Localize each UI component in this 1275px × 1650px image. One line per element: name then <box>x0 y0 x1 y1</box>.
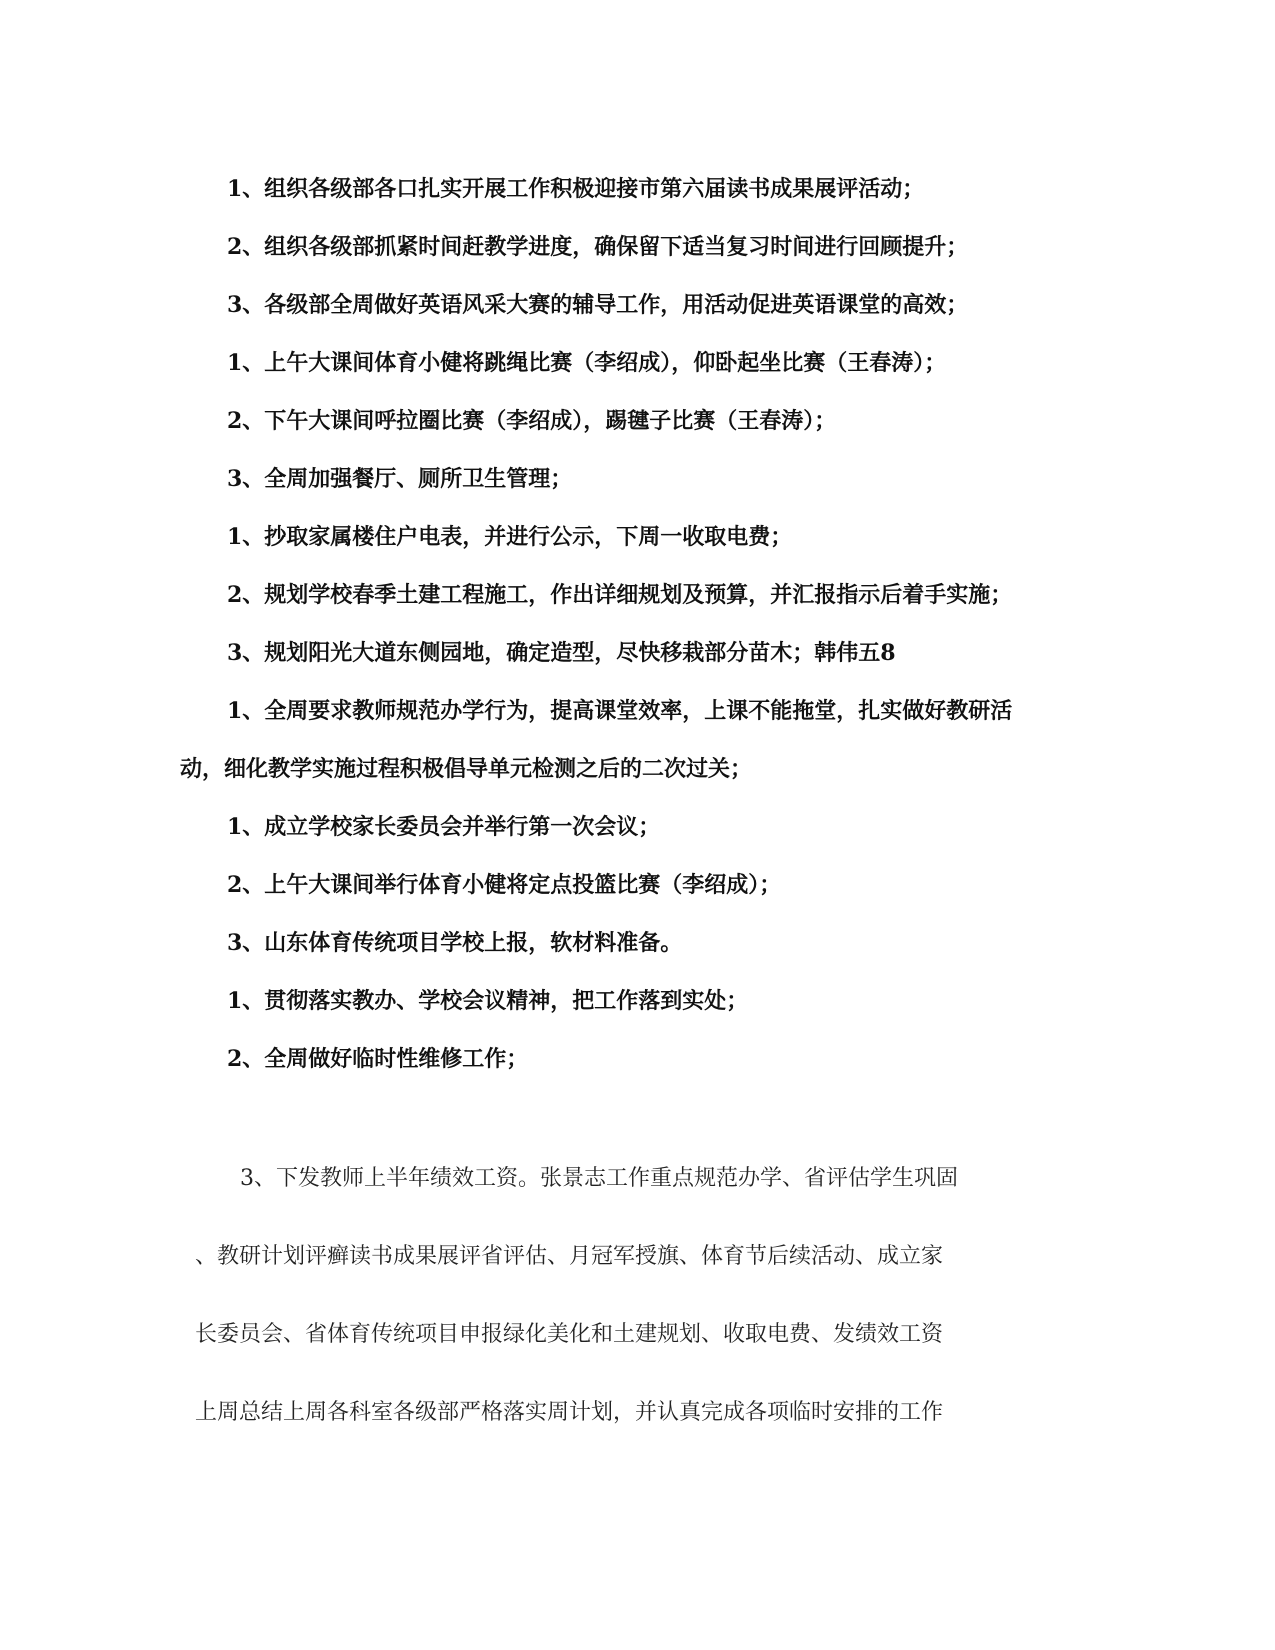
summary-line: 3、下发教师上半年绩效工资。张景志工作重点规范办学、省评估学生巩固 <box>240 1166 958 1191</box>
plan-item: 3、山东体育传统项目学校上报，软材料准备。 <box>227 930 683 956</box>
plan-item: 3、全周加强餐厅、厕所卫生管理； <box>227 466 573 492</box>
work-plan-list <box>180 160 1050 1088</box>
plan-item: 2、规划学校春季土建工程施工，作出详细规划及预算，并汇报指示后着手实施； <box>227 582 1013 608</box>
summary-section <box>195 1140 1025 1452</box>
summary-line: 上周总结上周各科室各级部严格落实周计划，并认真完成各项临时安排的工作 <box>195 1400 944 1425</box>
plan-item: 1、组织各级部各口扎实开展工作积极迎接市第六届读书成果展评活动； <box>227 176 925 202</box>
plan-item: 1、上午大课间体育小健将跳绳比赛（李绍成），仰卧起坐比赛（王春涛）； <box>227 350 947 376</box>
plan-item: 3、规划阳光大道东侧园地，确定造型，尽快移栽部分苗木；韩伟五8 <box>227 640 896 666</box>
summary-line: 、教研计划评癣读书成果展评省评估、月冠军授旗、体育节后续活动、成立家 <box>195 1244 944 1269</box>
plan-item: 2、组织各级部抓紧时间赶教学进度，确保留下适当复习时间进行回顾提升； <box>227 234 969 260</box>
plan-item: 1、贯彻落实教办、学校会议精神，把工作落到实处； <box>227 988 749 1014</box>
plan-item: 2、上午大课间举行体育小健将定点投篮比赛（李绍成）； <box>227 872 782 898</box>
plan-item: 3、各级部全周做好英语风采大赛的辅导工作，用活动促进英语课堂的高效； <box>227 292 969 318</box>
plan-item: 2、下午大课间呼拉圈比赛（李绍成），踢毽子比赛（王春涛）； <box>227 408 837 434</box>
plan-item: 2、全周做好临时性维修工作； <box>227 1046 529 1072</box>
plan-item: 1、全周要求教师规范办学行为，提高课堂效率，上课不能拖堂，扎实做好教研活动，细化教学实施过程积极倡导单元检测之后的二次过关； <box>180 698 1013 782</box>
plan-item: 1、抄取家属楼住户电表，并进行公示，下周一收取电费； <box>227 524 793 550</box>
plan-item: 1、成立学校家长委员会并举行第一次会议； <box>227 814 661 840</box>
summary-line: 长委员会、省体育传统项目申报绿化美化和土建规划、收取电费、发绩效工资 <box>195 1322 944 1347</box>
